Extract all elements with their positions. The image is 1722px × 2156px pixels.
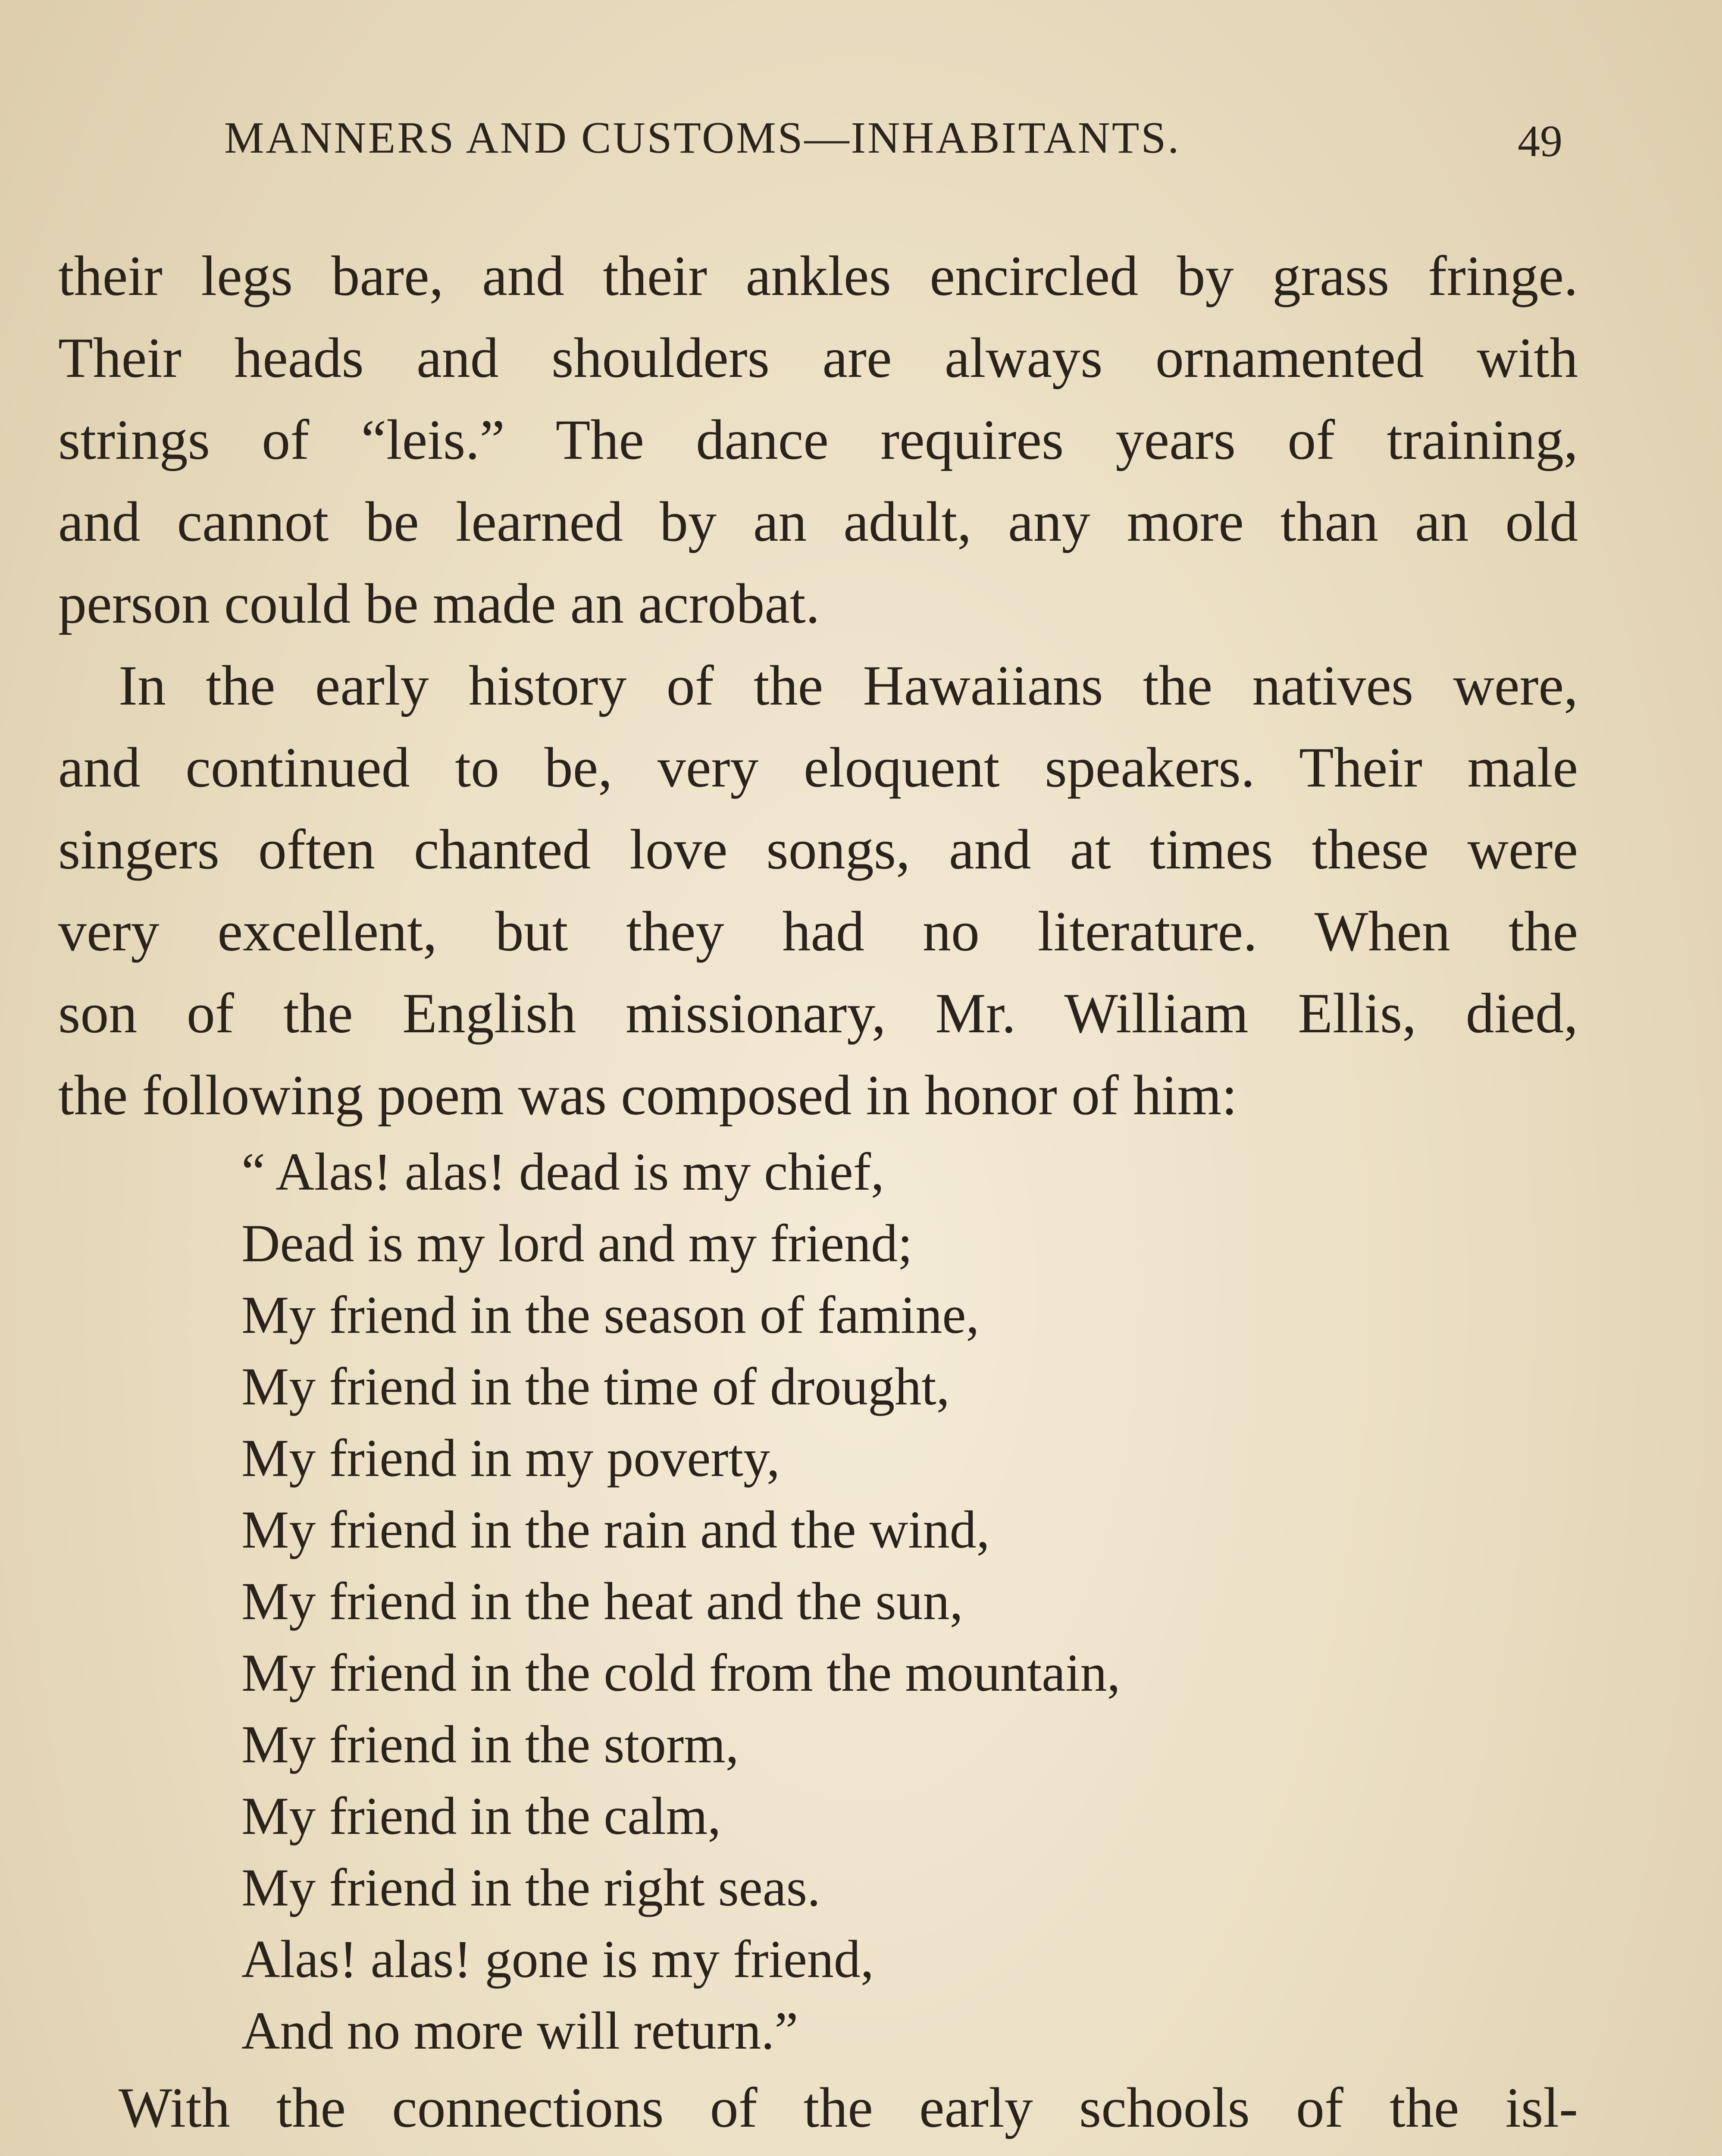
poem-verse: My friend in the heat and the sun, — [241, 1572, 963, 1631]
poem-verse: My friend in my poverty, — [241, 1429, 780, 1488]
poem-verse: My friend in the time of drought, — [241, 1357, 950, 1416]
poem-verse: My friend in the cold from the mountain, — [241, 1643, 1121, 1702]
text-line: the following poem was composed in honor of him: — [58, 1063, 1237, 1127]
paragraph-2 — [58, 645, 1578, 1136]
poem — [58, 1136, 1578, 2067]
poem-verse: “ Alas! alas! dead is my chief, — [241, 1142, 884, 1201]
paragraph-3 — [58, 2067, 1578, 2156]
page-number: 49 — [1518, 116, 1562, 166]
poem-verse: Dead is my lord and my friend; — [241, 1214, 913, 1273]
text-line: their legs bare, and their ankles encircled by grass fringe. — [58, 244, 1578, 307]
poem-verse: My friend in the storm, — [241, 1715, 739, 1774]
poem-verse: My friend in the right seas. — [241, 1858, 821, 1917]
text-line: With the connections of the early schools of the isl- — [119, 2076, 1578, 2139]
poem-verse: My friend in the season of famine, — [241, 1285, 980, 1344]
text-line: and continued to be, very eloquent speakers. Their male — [58, 736, 1578, 799]
text-line: singers often chanted love songs, and at times these were — [58, 818, 1578, 881]
text-line — [58, 2149, 1578, 2156]
text-line: son of the English missionary, Mr. William Ellis, died, — [58, 981, 1578, 1045]
text-line: strings of “leis.” The dance requires years of training, — [58, 408, 1578, 471]
running-head-title: MANNERS AND CUSTOMS—INHABITANTS. — [224, 113, 1181, 163]
text-line: person could be made an acrobat. — [58, 572, 820, 635]
text-line: very excellent, but they had no literature. When the — [58, 899, 1578, 963]
text-line: In the early history of the Hawaiians the natives were, — [119, 654, 1578, 717]
body-text — [58, 235, 1578, 2156]
poem-verse: And no more will return.” — [241, 2001, 798, 2060]
paragraph-1 — [58, 235, 1578, 645]
text-line: and cannot be learned by an adult, any more than an old — [58, 490, 1578, 553]
poem-verse: My friend in the calm, — [241, 1786, 721, 1846]
text-line: Their heads and shoulders are always ornamented with — [58, 326, 1578, 389]
poem-verse: Alas! alas! gone is my friend, — [241, 1930, 874, 1989]
poem-verse: My friend in the rain and the wind, — [241, 1500, 990, 1559]
